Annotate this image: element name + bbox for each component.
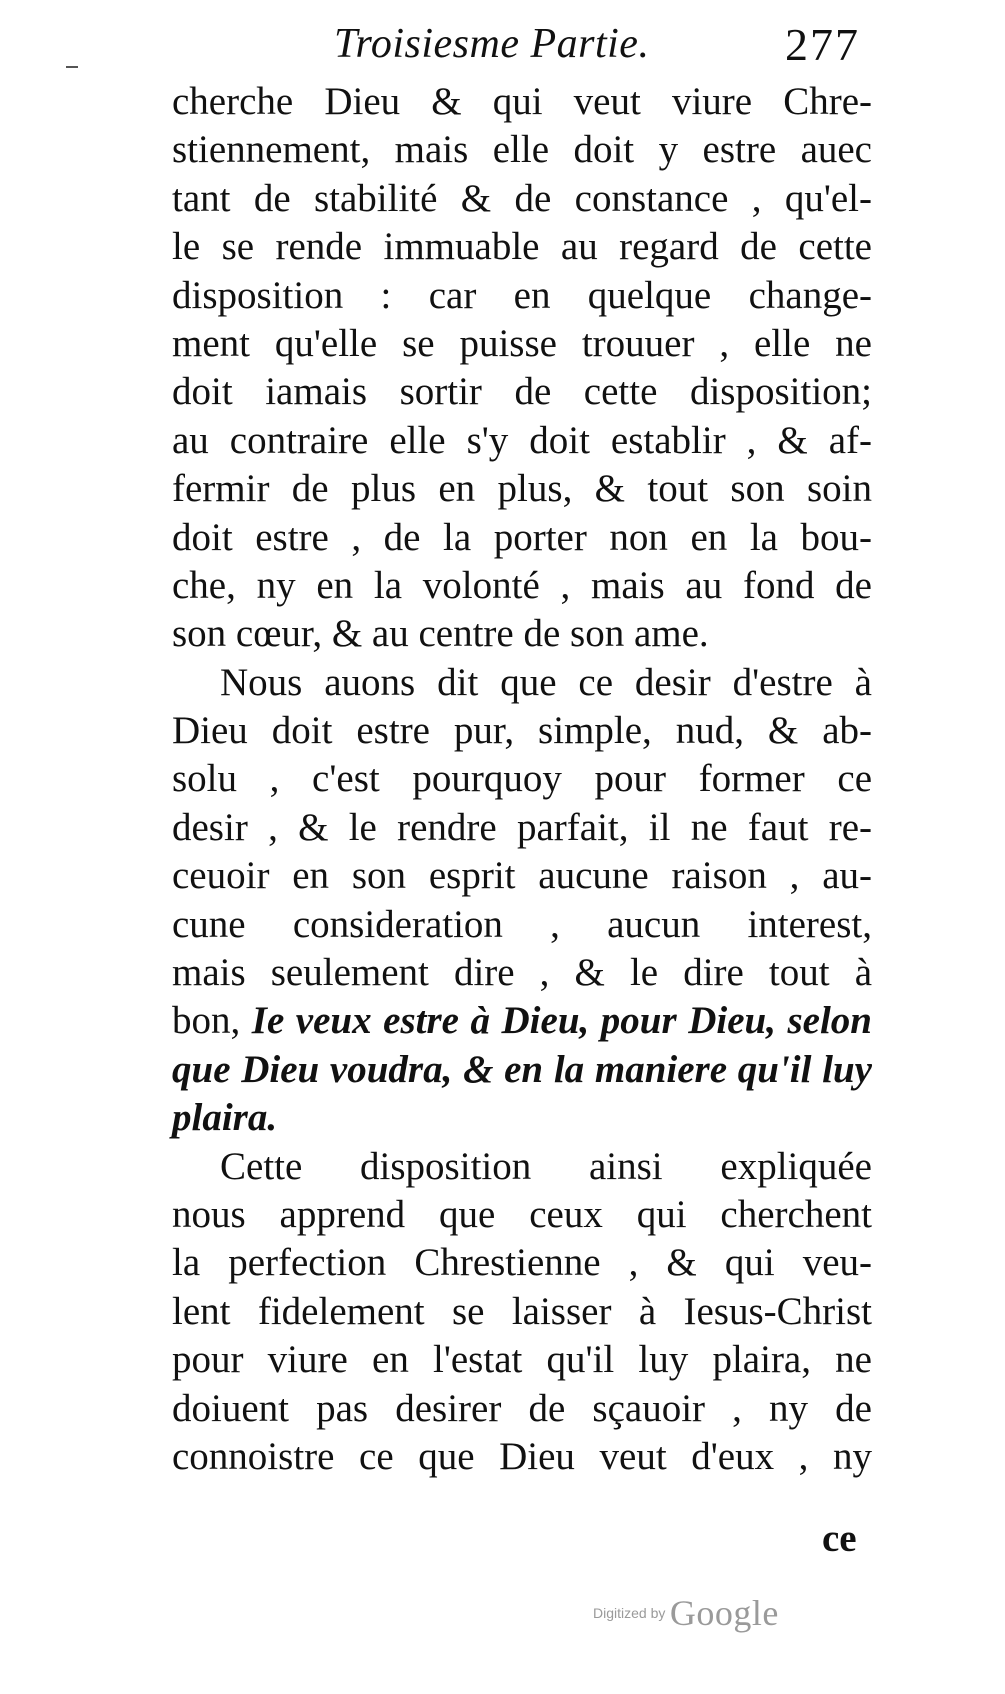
text-line: ment qu'elle se puisse trouuer , elle ne (172, 321, 872, 365)
text-line: connoistre ce que Dieu veut d'eux , ny (172, 1434, 872, 1478)
digitization-watermark (593, 1592, 779, 1634)
text-line: lent fidelement se laisser à Iesus-Christ (172, 1289, 872, 1333)
text-line: fermir de plus en plus, & tout son soin (172, 467, 872, 511)
text-line: le se rende immuable au regard de cette (172, 225, 872, 269)
text-line: cherche Dieu & qui veut viure Chre- (172, 80, 872, 123)
paragraph-first-line: Cette disposition ainsi expliquée (220, 1144, 872, 1188)
text-line: nous apprend que ceux qui cherchent (172, 1192, 872, 1236)
page-number: 277 (785, 19, 860, 70)
text-line: doit iamais sortir de cette disposition; (172, 370, 872, 414)
text-line: solu , c'est pourquoy pour former ce (172, 757, 872, 801)
roman-segment: bon, (172, 999, 252, 1043)
paragraph-first-line: Nous auons dit que ce desir d'estre à (220, 660, 872, 704)
text-line: mais seulement dire , & le dire tout à (172, 951, 872, 995)
italic-line: que Dieu voudra, & en la maniere qu'il luy (172, 1047, 872, 1091)
text-line: doit estre , de la porter non en la bou- (172, 515, 872, 559)
italic-line: plaira. (172, 1096, 278, 1140)
watermark-prefix: Digitized by (593, 1605, 666, 1621)
text-line: pour viure en l'estat qu'il luy plaira, ne (172, 1338, 872, 1382)
text-line: stiennement, mais elle doit y estre auec (172, 128, 872, 172)
text-line: son cœur, & au centre de son ame. (172, 612, 709, 656)
watermark-brand: Google (669, 1593, 779, 1633)
text-line: au contraire elle s'y doit establir , & af- (172, 418, 872, 462)
text-line: tant de stabilité & de constance , qu'el- (172, 176, 872, 220)
text-line: Dieu doit estre pur, simple, nud, & ab- (172, 709, 872, 753)
running-title: Troisiesme Partie. (334, 21, 650, 67)
text-line: ceuoir en son esprit aucune raison , au- (172, 854, 872, 898)
text-line: la perfection Chrestienne , & qui veu- (172, 1241, 872, 1285)
italic-quotation: Ie veux estre à Dieu, pour Dieu, selon (251, 999, 872, 1043)
catchword: ce (822, 1517, 857, 1560)
mixed-line (172, 997, 872, 1045)
text-line: doiuent pas desirer de sçauoir , ny de (172, 1386, 872, 1430)
running-head (320, 18, 860, 72)
text-line: disposition : car en quelque change- (172, 273, 872, 317)
text-line: che, ny en la volonté , mais au fond de (172, 563, 872, 607)
text-line: cune consideration , aucun interest, (172, 902, 872, 946)
body-text (172, 78, 872, 1481)
margin-mark (66, 66, 78, 68)
text-line: desir , & le rendre parfait, il ne faut re- (172, 805, 872, 849)
